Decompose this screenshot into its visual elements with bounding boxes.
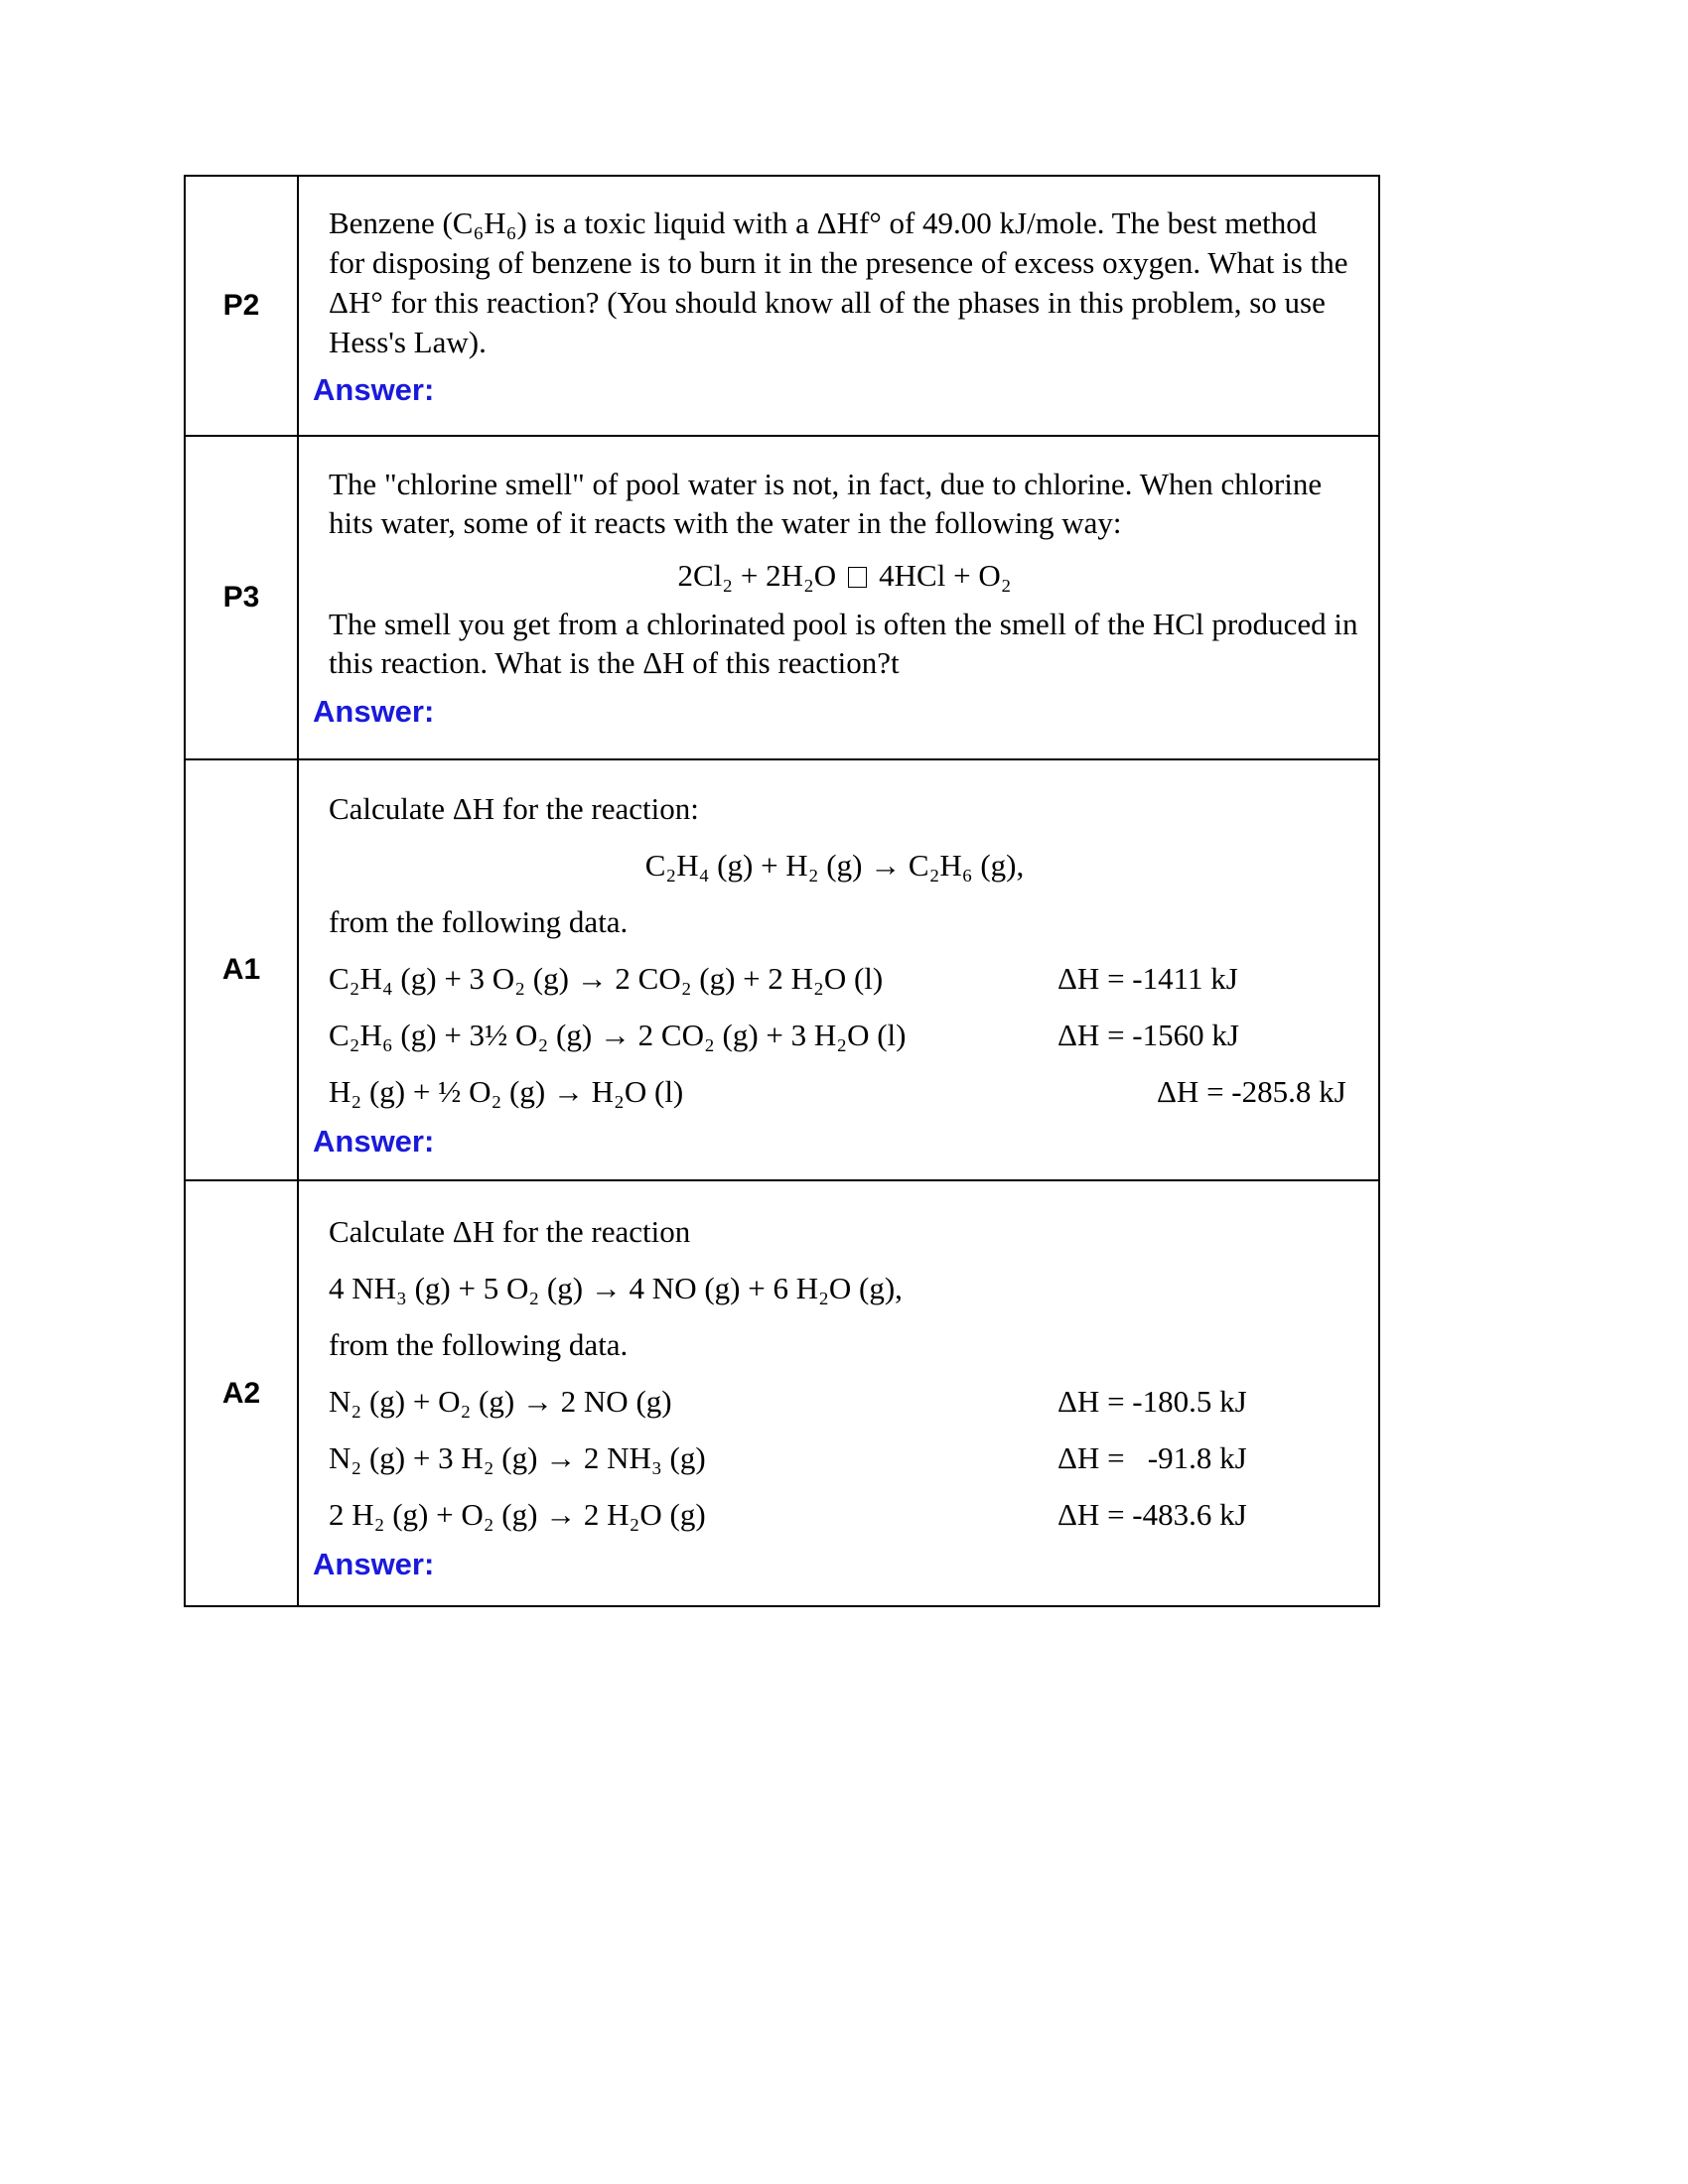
problem-text: The smell you get from a chlorinated pool is often the smell of the HCl produced in this reaction. What is the ΔH of this reaction?t (329, 607, 1358, 680)
data-row (329, 1007, 1360, 1063)
problem-content (298, 436, 1379, 759)
problem-row-p3 (185, 436, 1379, 759)
problem-text: Benzene (C₆H₆) is a toxic liquid with a ΔHf° of 49.00 kJ/mole. The best method for disposing of benzene is to burn it in the presence of excess oxygen. What is the ΔH° for this reaction? (You should know all of the phases in this problem, so use Hess's Law). (329, 205, 1348, 359)
equation-reactants: 2Cl₂ + 2H₂O (677, 558, 837, 593)
problem-label: A1 (185, 759, 298, 1180)
data-enthalpy: ΔH = -1560 kJ (1057, 1017, 1239, 1052)
data-intro: from the following data. (329, 1327, 629, 1362)
data-enthalpy: ΔH = -1411 kJ (1057, 960, 1238, 996)
problem-content (298, 1180, 1379, 1606)
reaction-equation (329, 556, 1360, 595)
problem-label: A2 (185, 1180, 298, 1606)
data-enthalpy: ΔH = -285.8 kJ (1157, 1073, 1346, 1109)
problem-row-a1 (185, 759, 1379, 1180)
problem-intro: The "chlorine smell" of pool water is not, in fact, due to chlorine. When chlorine hits water, some of it reacts with the water in the following way: (329, 467, 1323, 540)
data-intro-row (329, 1316, 1360, 1373)
data-equation: C₂H₄ (g) + 3 O₂ (g) → 2 CO₂ (g) + 2 H₂O (l) (329, 960, 884, 996)
target-reaction: C₂H₄ (g) + H₂ (g) → C₂H₆ (g), (644, 847, 1025, 883)
data-row (329, 1063, 1360, 1120)
problem-table (184, 175, 1380, 1607)
problem-label: P3 (185, 436, 298, 759)
data-equation: 2 H₂ (g) + O₂ (g) → 2 H₂O (g) (329, 1497, 706, 1532)
problem-intro-row (329, 1203, 1360, 1260)
missing-arrow-glyph-icon (848, 567, 867, 588)
problem-intro: Calculate ΔH for the reaction: (329, 790, 699, 826)
data-enthalpy: ΔH = -483.6 kJ (1057, 1497, 1247, 1532)
answer-label: Answer: (313, 694, 435, 729)
problem-content (298, 176, 1379, 436)
target-reaction-row (329, 1260, 1360, 1316)
data-equation: N₂ (g) + O₂ (g) → 2 NO (g) (329, 1384, 672, 1419)
data-intro-row (329, 893, 1360, 950)
data-row (329, 950, 1360, 1007)
answer-label: Answer: (313, 371, 435, 407)
data-equation: C₂H₆ (g) + 3½ O₂ (g) → 2 CO₂ (g) + 3 H₂O (l) (329, 1017, 907, 1052)
problem-row-p2 (185, 176, 1379, 436)
target-reaction: 4 NH₃ (g) + 5 O₂ (g) → 4 NO (g) + 6 H₂O (g), (329, 1271, 903, 1305)
data-row (329, 1486, 1360, 1543)
equation-products: 4HCl + O₂ (879, 558, 1012, 593)
data-enthalpy: ΔH = -91.8 kJ (1057, 1440, 1247, 1475)
data-equation: N₂ (g) + 3 H₂ (g) → 2 NH₃ (g) (329, 1440, 706, 1475)
answer-label: Answer: (313, 1547, 435, 1581)
data-intro: from the following data. (329, 903, 629, 939)
problem-label: P2 (185, 176, 298, 436)
problem-intro: Calculate ΔH for the reaction (329, 1214, 691, 1249)
data-row (329, 1430, 1360, 1486)
answer-label: Answer: (313, 1123, 435, 1159)
data-equation: H₂ (g) + ½ O₂ (g) → H₂O (l) (329, 1073, 684, 1109)
problem-row-a2 (185, 1180, 1379, 1606)
target-reaction-row (329, 837, 1360, 893)
problem-content (298, 759, 1379, 1180)
problem-intro-row (329, 780, 1360, 837)
data-enthalpy: ΔH = -180.5 kJ (1057, 1384, 1247, 1419)
data-row (329, 1373, 1360, 1430)
